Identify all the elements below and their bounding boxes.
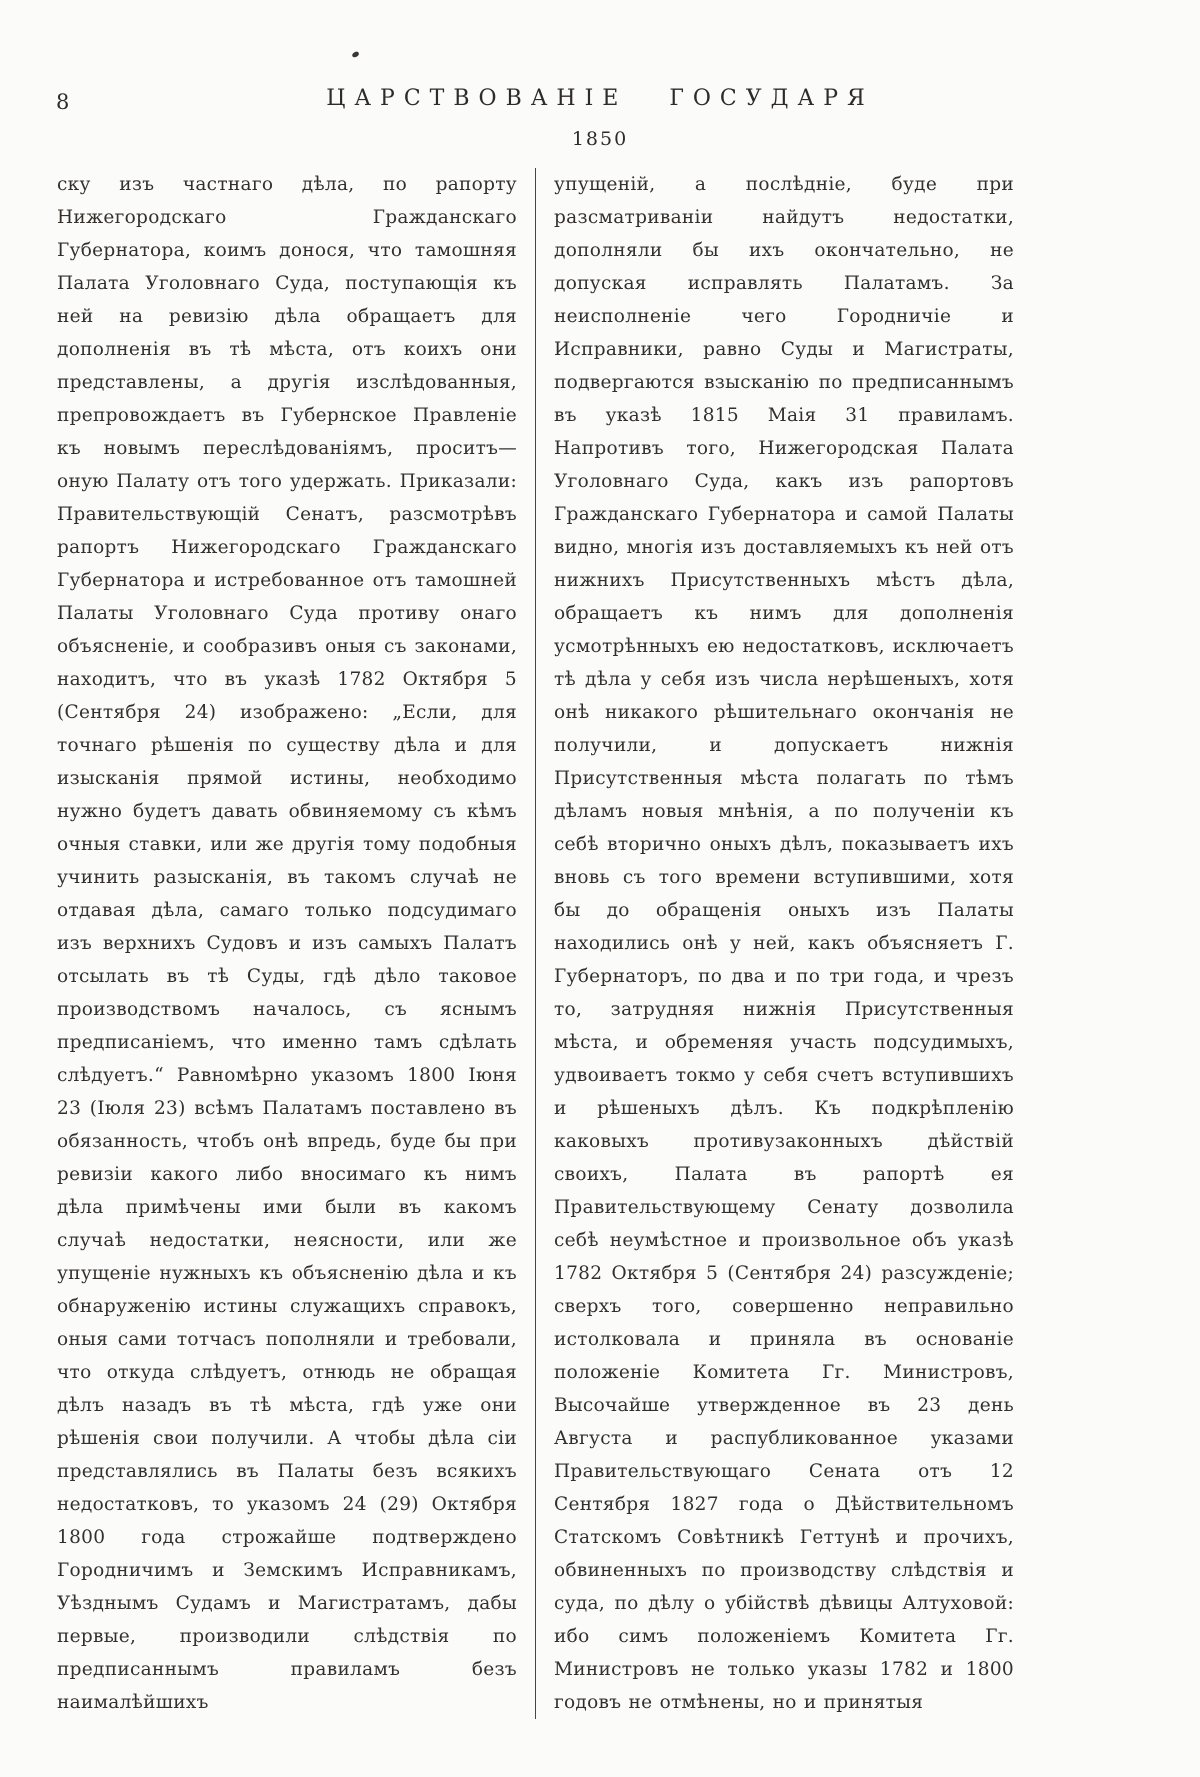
page-number: 8 (56, 90, 70, 114)
left-column-text: ску изъ частнаго дѣла, по рапорту Нижегородскаго Гражданскаго Губернатора, коимъ донося, что тамошняя Палата Уголовнаго Суда, поступающія къ ней на ревизію дѣла обращаетъ для дополненія въ тѣ мѣста, отъ коихъ они представлены, а другія изслѣдованныя, препровождаетъ въ Губернское Правленіе къ новымъ переслѣдованіямъ, проситъ—оную Палату отъ того удержать. Приказали: Правительствующій Сенатъ, разсмотрѣвъ рапортъ Нижегородскаго Гражданскаго Губернатора и истребованное отъ тамошней Палаты Уголовнаго Суда противу онаго объясненіе, и сообразивъ оныя съ законами, находитъ, что въ указѣ 1782 Октября 5 (Сентября 24) изображено: „Если, для точнаго рѣшенія по существу дѣла и для изысканія прямой истины, необходимо нужно будетъ давать обвиняемому съ кѣмъ очныя ставки, или же другія тому подобныя учинить разысканія, въ такомъ случаѣ не отдавая дѣла, самаго только подсудимаго изъ верхнихъ Судовъ и изъ самыхъ Палатъ отсылать въ тѣ Суды, гдѣ дѣло таковое производствомъ началось, съ яснымъ предписаніемъ, что именно тамъ сдѣлать слѣдуетъ.“ Равномѣрно указомъ 1800 Іюня 23 (Іюля 23) всѣмъ Палатамъ поставлено въ обязанность, чтобъ онѣ впредь, буде бы при ревизіи какого либо вносимаго къ нимъ дѣла примѣчены ими были въ какомъ случаѣ недостатки, неясности, или же упущеніе нужныхъ къ объясненію дѣла и къ обнаруженію истины служащихъ справокъ, оныя сами тотчасъ пополняли и требовали, что откуда слѣдуетъ, отнюдь не обращая дѣлъ назадъ въ тѣ мѣста, гдѣ уже они рѣшенія свои получили. А чтобы дѣла сіи представлялись въ Палаты безъ всякихъ недостатковъ, то указомъ 24 (29) Октября 1800 года строжайше подтверждено Городничимъ и Земскимъ Исправникамъ, Уѣзднымъ Судамъ и Магистратамъ, дабы первые, производили слѣдствія по предписаннымъ правиламъ безъ наималѣйшихъ (57, 174, 517, 1713)
ink-speck (351, 51, 359, 58)
text-columns (57, 168, 1015, 1719)
year-heading: 1850 (571, 128, 629, 150)
running-header: ЦАРСТВОВАНІЕ ГОСУДАРЯ (326, 86, 874, 111)
right-column-text: упущеній, а послѣдніе, буде при разсматриваніи найдутъ недостатки, дополняли бы ихъ окончательно, не допуская исправлять Палатамъ. За неисполненіе чего Городничіе и Исправники, равно Суды и Магистраты, подвергаются взысканію по предписаннымъ въ указѣ 1815 Маія 31 правиламъ. Напротивъ того, Нижегородская Палата Уголовнаго Суда, какъ изъ рапортовъ Гражданскаго Губернатора и самой Палаты видно, многія изъ доставляемыхъ къ ней отъ нижнихъ Присутственныхъ мѣстъ дѣла, обращаетъ къ нимъ для дополненія усмотрѣнныхъ ею недостатковъ, исключаетъ тѣ дѣла у себя изъ числа нерѣшеныхъ, хотя онѣ никакого рѣшительнаго окончанія не получили, и допускаетъ нижнія Присутственныя мѣста полагать по тѣмъ дѣламъ новыя мнѣнія, а по полученіи къ себѣ вторично оныхъ дѣлъ, показываетъ ихъ вновь съ того времени вступившими, хотя бы до обращенія оныхъ изъ Палаты находились онѣ у ней, какъ объясняетъ Г. Губернаторъ, по два и по три года, и чрезъ то, затрудняя нижнія Присутственныя мѣста, и обременяя участь подсудимыхъ, удвоиваетъ токмо у себя счетъ вступившихъ и рѣшеныхъ дѣлъ. Къ подкрѣпленію каковыхъ противузаконныхъ дѣйствій своихъ, Палата въ рапортѣ ея Правительствующему Сенату дозволила себѣ неумѣстное и произвольное объ указѣ 1782 Октября 5 (Сентября 24) разсужденіе; сверхъ того, совершенно неправильно истолковала и приняла въ основаніе положеніе Комитета Гг. Министровъ, Высочайше утвержденное въ 23 день Августа и распубликованное указами Правительствующаго Сената отъ 12 Сентября 1827 года о Дѣйствительномъ Статскомъ Совѣтникѣ Геттунѣ и прочихъ, обвиненныхъ по производству слѣдствія и суда, по дѣлу о убійствѣ дѣвицы Алтуховой: ибо симъ положеніемъ Комитета Гг. Министровъ не только указы 1782 и 1800 годовъ не отмѣнены, но и принятыя (554, 174, 1014, 1713)
column-divider (535, 168, 536, 1719)
